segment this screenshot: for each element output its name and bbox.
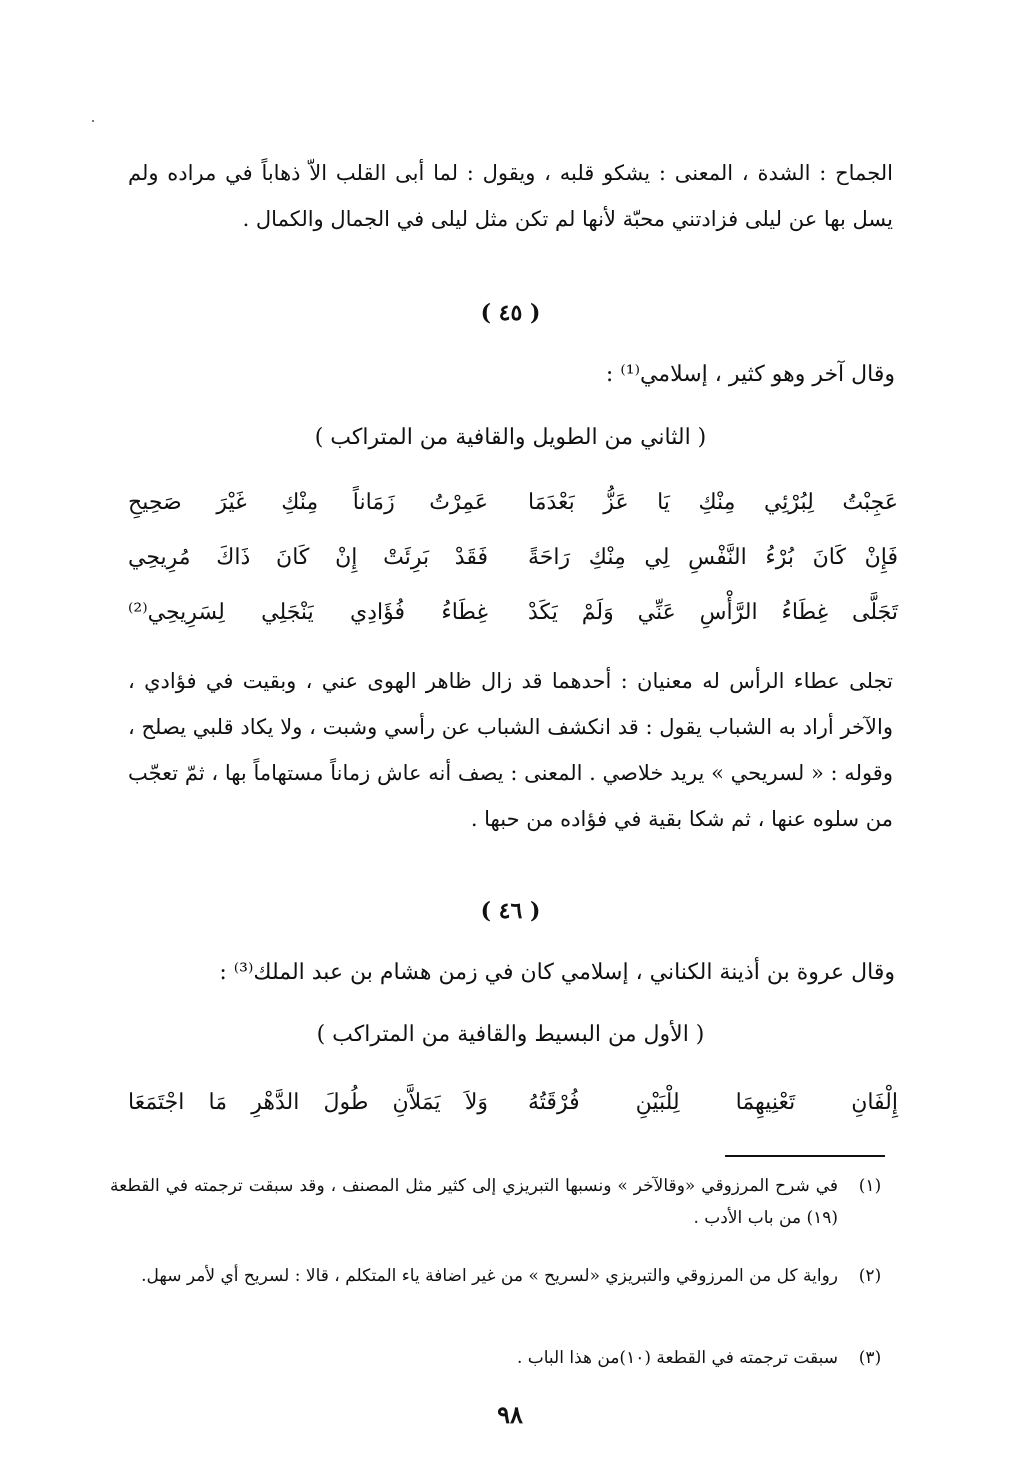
verse-2-first-hemistich: فَإِنْ كَانَ بُرْءُ النَّفْسِ لِي مِنْكِ رَاحَةً	[528, 545, 898, 570]
footnote-2-text: رواية كل من المرزوقي والتبريزي «لسريح » من غير اضافة ياء المتكلم ، قالا : لسريح أي لأمر سهل.	[141, 1266, 838, 1286]
verse-46-second-hemistich: وَلاَ يَمَلاَّنِ طُولَ الدَّهْرِ مَا اجْتَمَعَا	[128, 1090, 488, 1115]
footnote-3-text: سبقت ترجمته في القطعة (١٠)من هذا الباب .	[516, 1348, 838, 1368]
verse-1-first-hemistich: عَجِبْتُ لِبُرْئِي مِنْكِ يَا عَزُّ بَعْدَمَا	[528, 490, 898, 515]
verse-3-first-hemistich: تَجَلَّى غِطَاءُ الرَّأْسِ عَنِّي وَلَمْ يَكَدْ	[528, 600, 898, 625]
verse-46-first-hemistich: إِلْفَانِ تَعْنِيهِمَا لِلْبَيْنِ فُرْقَتُهُ	[528, 1090, 898, 1115]
section-46-intro: وقال عروة بن أذينة الكناني ، إسلامي كان في زمن هشام بن عبد الملك⁽³⁾ :	[219, 960, 895, 985]
footnote-1-text: في شرح المرزوقي «وقالآخر » ونسبها التبريزي إلى كثير مثل المصنف ، وقد سبقت ترجمته في القطعة (١٩) من باب الأدب .	[110, 1176, 838, 1228]
footnote-1-number: (١)	[858, 1176, 882, 1196]
verse-1-second-hemistich: عَمِرْتُ زَمَاناً مِنْكِ غَيْرَ صَحِيحِ	[128, 490, 488, 515]
verse-2-second-hemistich: فَقَدْ بَرِئَتْ إِنْ كَانَ ذَاكَ مُرِيحِي	[128, 545, 488, 570]
top-paragraph: الجماح : الشدة ، المعنى : يشكو قلبه ، ويقول : لما أبى القلب الاّ ذهاباً في مراده ولم يسل بها عن ليلى فزادتني محبّة لأنها لم تكن مثل ليلى في الجمال والكمال .	[128, 161, 893, 231]
section-45-number: ( ٤٥ )	[480, 300, 541, 326]
verse-3	[128, 600, 898, 644]
footnote-2	[110, 1260, 890, 1324]
page-number: ٩٨	[497, 1400, 523, 1429]
footnote-3-number: (٣)	[858, 1348, 882, 1368]
section-46-number: ( ٤٦ )	[480, 898, 541, 924]
verse-2	[128, 545, 898, 589]
verse-1	[128, 490, 898, 534]
section-46-meter: ( الأول من البسيط والقافية من المتراكب )	[316, 1022, 705, 1047]
footnote-2-number: (٢)	[858, 1266, 882, 1286]
verse-46-1	[128, 1090, 898, 1134]
section-45-commentary: تجلى عطاء الرأس له معنيان : أحدهما قد زال ظاهر الهوى عني ، وبقيت في فؤادي ، والآخر أراد به الشباب يقول : قد انكشف الشباب عن رأسي وشبت ، ولا يكاد قلبي يصلح ، وقوله : « لسريحي » يريد خلاصي . المعنى : يصف أنه عاش زماناً مستهاماً بها ، ثمّ تعجّب من سلوه عنها ، ثم شكا بقية في فؤاده من حبها .	[128, 669, 893, 831]
verse-3-second-hemistich: غِطَاءُ فُؤَادِي يَنْجَلِي لِسَرِيحِي⁽²⁾	[128, 600, 488, 625]
scan-speck	[92, 120, 94, 122]
section-45-meter: ( الثاني من الطويل والقافية من المتراكب )	[314, 425, 707, 450]
footnote-separator	[725, 1155, 885, 1157]
section-45-intro: وقال آخر وهو كثير ، إسلامي⁽¹⁾ :	[605, 362, 895, 387]
footnote-1	[110, 1170, 890, 1234]
footnote-3	[110, 1342, 890, 1374]
